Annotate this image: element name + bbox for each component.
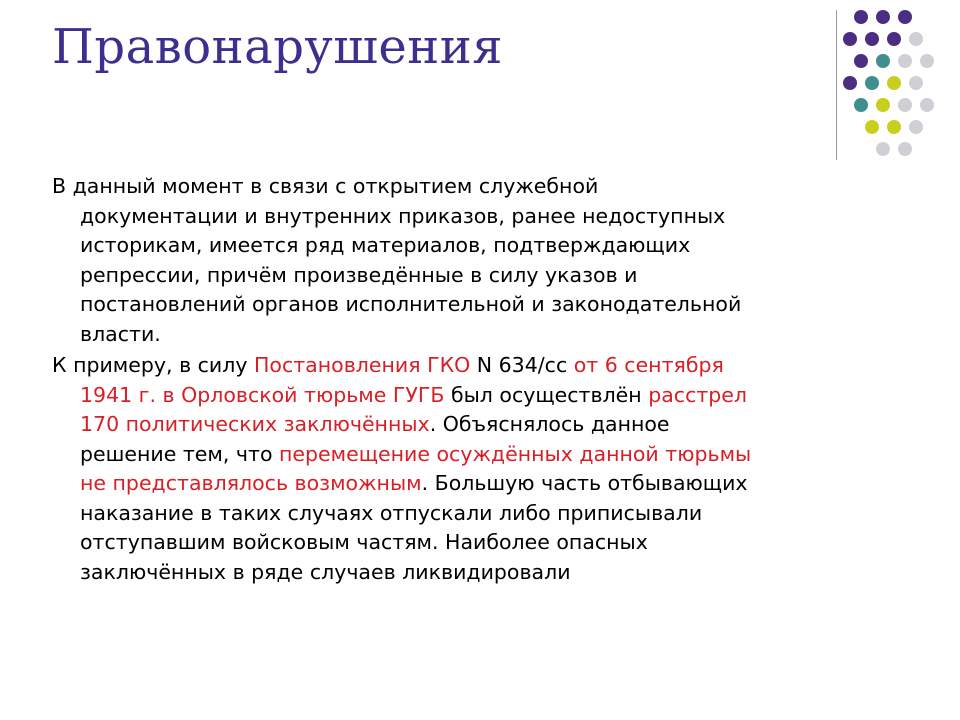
decor-dot-icon xyxy=(854,54,868,68)
decor-dot-icon xyxy=(909,76,923,90)
para-2 xyxy=(52,351,758,587)
decor-dot-icon xyxy=(887,32,901,46)
highlighted-text: Постановления ГКО xyxy=(254,353,471,377)
decor-dot-icon xyxy=(865,76,879,90)
decor-dot-icon xyxy=(865,120,879,134)
decor-dot-icon xyxy=(854,98,868,112)
para-1 xyxy=(52,172,758,349)
decor-dot-icon xyxy=(865,32,879,46)
body-text-run: . Объяснялось данное решение тем, что xyxy=(80,412,670,466)
decor-dot-icon xyxy=(909,32,923,46)
decor-dot-icon xyxy=(898,54,912,68)
body-text-run: В данный момент в связи с открытием служебной документации и внутренних приказов, ранее недоступных историкам, имеется ряд материалов, подтверждающих репрессии, причём произведённые в силу указов и постановлений органов исполнительной и законодательной власти. xyxy=(52,174,742,346)
highlighted-text: перемещение осуждённых данной тюрьмы не представлялось возможным xyxy=(80,441,752,495)
decor-dot-icon xyxy=(909,120,923,134)
decor-dot-icon xyxy=(876,142,890,156)
decor-dot-icon xyxy=(887,76,901,90)
body-text-run: был осуществлён xyxy=(444,382,649,407)
dot-grid-logo xyxy=(838,10,950,160)
decor-dot-icon xyxy=(887,120,901,134)
decor-dot-icon xyxy=(843,76,857,90)
header-divider xyxy=(836,10,837,160)
decor-dot-icon xyxy=(876,10,890,24)
decor-dot-icon xyxy=(843,32,857,46)
decor-dot-icon xyxy=(898,10,912,24)
body-text-run: . Большую часть отбывающих наказание в таких случаях отпускали либо приписывали отступавшим войсковым частям. Наиболее опасных заключённых в ряде случаев ликвидировали xyxy=(80,471,748,584)
slide-body xyxy=(52,172,758,587)
highlighted-text: от 6 сентября 1941 г. в Орловской тюрьме ГУГБ xyxy=(80,353,724,407)
body-text-run: N 634/cc xyxy=(470,353,574,377)
decor-dot-icon xyxy=(876,54,890,68)
decor-dot-icon xyxy=(920,54,934,68)
decor-dot-icon xyxy=(920,98,934,112)
decor-dot-icon xyxy=(898,98,912,112)
page-title: Правонарушения xyxy=(52,19,503,75)
decor-dot-icon xyxy=(898,142,912,156)
decor-dot-icon xyxy=(876,98,890,112)
highlighted-text: расстрел 170 политических заключённых xyxy=(80,382,748,436)
decor-dot-icon xyxy=(854,10,868,24)
body-text-run: К примеру, в силу xyxy=(52,353,255,377)
